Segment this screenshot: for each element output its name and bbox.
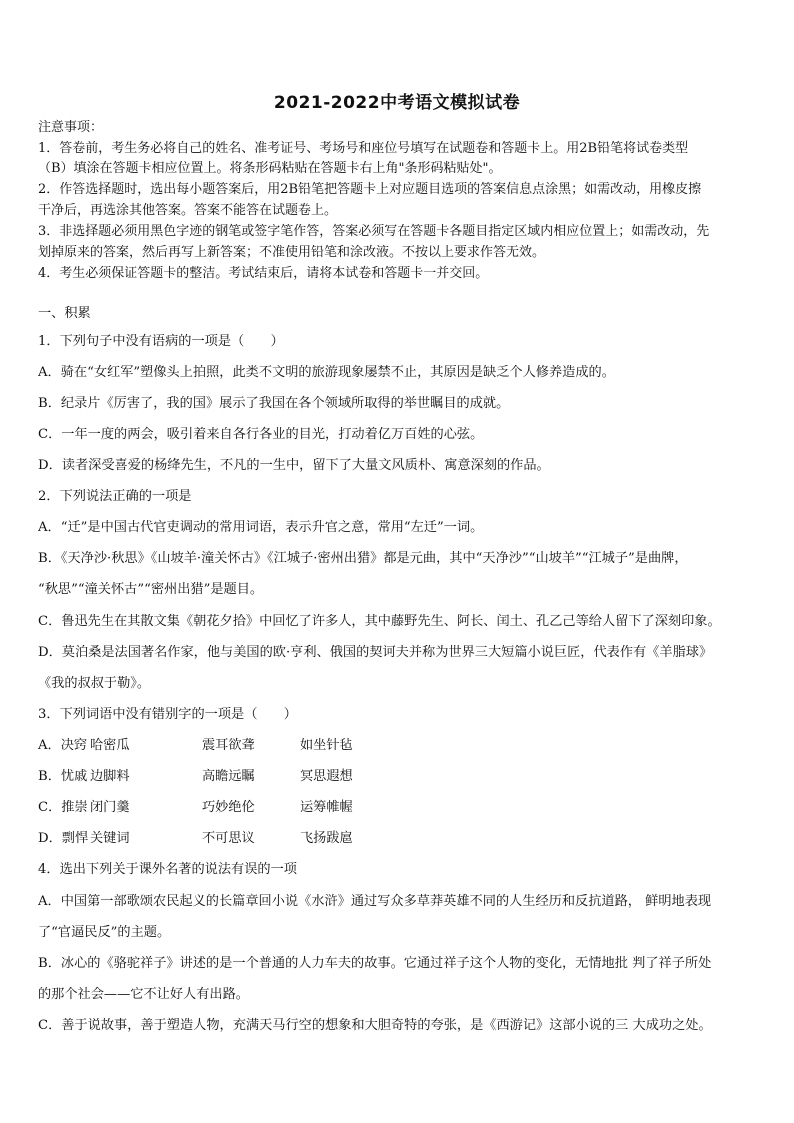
page-title: 2021-2022中考语文模拟试卷 (273, 93, 521, 113)
word-option-row (38, 830, 438, 848)
word-cell: 不可思议 (202, 831, 255, 846)
word-cell: 冥思遐想 (300, 769, 353, 784)
answer-option: A．“迁”是中国古代官吏调动的常用词语，表示升官之意，常用“左迁”一词。 (38, 520, 484, 535)
word-cell: 飞扬跋扈 (300, 831, 353, 846)
question-stem: 4．选出下列关于课外名著的说法有误的一项 (38, 862, 297, 877)
question-stem: 1．下列句子中没有语病的一项是（ ） (38, 334, 284, 349)
section-heading: 一、积累 (38, 306, 91, 321)
word-option-row (38, 768, 438, 786)
word-cell: B．忧戚 (38, 769, 88, 784)
notice-line: 划掉原来的答案，然后再写上新答案；不准使用铅笔和涂改液。不按以上要求作答无效。 (38, 245, 546, 260)
answer-option: D．莫泊桑是法国著名作家，他与美国的欧·亨利、俄国的契诃夫并称为世界三大短篇小说巨匠，代表作有《羊脂球》 (38, 645, 713, 660)
answer-option-continued: “秋思”“潼关怀古”“密州出猎”是题目。 (38, 582, 264, 597)
word-cell: 闭门羹 (90, 800, 130, 815)
word-cell: C．推崇 (38, 800, 88, 815)
word-cell: 如坐针毡 (300, 738, 353, 753)
answer-option-continued: 的那个社会——它不让好人有出路。 (38, 987, 249, 1002)
word-cell: A．决窍 (38, 738, 88, 753)
answer-option: B．冰心的《骆驼祥子》讲述的是一个普通的人力车夫的故事。它通过祥子这个人物的变化，无情地批 判了祥子所处 (38, 956, 712, 971)
answer-option: A．中国第一部歌颂农民起义的长篇章回小说《水浒》通过写众多草莽英雄不同的人生经历和反抗道路， 鲜明地表现 (38, 894, 712, 909)
word-cell: 高瞻远瞩 (202, 769, 255, 784)
question-stem: 2．下列说法正确的一项是 (38, 489, 192, 504)
answer-option: C．鲁迅先生在其散文集《朝花夕拾》中回忆了许多人，其中藤野先生、阿长、闰土、孔乙己等给人留下了深刻印象。 (38, 614, 721, 629)
word-option-row (38, 799, 438, 817)
notice-line: 干净后，再选涂其他答案。答案不能答在试题卷上。 (38, 203, 338, 218)
answer-option: C．一年一度的两会，吸引着来自各行各业的目光，打动着亿万百姓的心弦。 (38, 427, 484, 442)
answer-option-continued: 了“官逼民反”的主题。 (38, 925, 171, 940)
notice-line: 3．非选择题必须用黑色字迹的钢笔或签字笔作答，答案必须写在答题卡各题目指定区域内相应位置上；如需改动，先 (38, 224, 710, 239)
word-option-row (38, 737, 438, 755)
answer-option: D．读者深受喜爱的杨绛先生，不凡的一生中，留下了大量文风质朴、寓意深刻的作品。 (38, 458, 550, 473)
notice-line: 2．作答选择题时，选出每小题答案后，用2B铅笔把答题卡上对应题目选项的答案信息点涂黑；如需改动，用橡皮擦 (38, 182, 702, 197)
answer-option-continued: 《我的叔叔于勒》。 (38, 676, 151, 691)
notice-line: 4．考生必须保证答题卡的整洁。考试结束后，请将本试卷和答题卡一并交回。 (38, 266, 489, 281)
word-cell: 边脚料 (90, 769, 130, 784)
question-stem: 3．下列词语中没有错别字的一项是（ ） (38, 707, 297, 722)
word-cell: 关键词 (90, 831, 130, 846)
word-cell: 运筹帷幄 (300, 800, 353, 815)
notice-heading: 注意事项： (38, 120, 104, 135)
notice-line: 1．答卷前，考生务必将自己的姓名、准考证号、考场号和座位号填写在试题卷和答题卡上。用2B铅笔将试卷类型 (38, 141, 689, 156)
word-cell: 震耳欲聋 (202, 738, 255, 753)
answer-option: A．骑在“女红军”塑像头上拍照，此类不文明的旅游现象屡禁不止，其原因是缺乏个人修养造成的。 (38, 365, 615, 380)
word-cell: 哈密瓜 (90, 738, 130, 753)
word-cell: D．剽悍 (38, 831, 89, 846)
answer-option: B．纪录片《厉害了，我的国》展示了我国在各个领域所取得的举世瞩目的成就。 (38, 396, 510, 411)
answer-option: B．《天净沙·秋思》《山坡羊·潼关怀古》《江城子·密州出猎》都是元曲，其中“天净沙”“山坡羊”“江城子”是曲牌， (38, 551, 688, 566)
notice-line: （B）填涂在答题卡相应位置上。将条形码粘贴在答题卡右上角"条形码粘贴处"。 (38, 161, 502, 176)
answer-option: C．善于说故事，善于塑造人物，充满天马行空的想象和大胆奇特的夸张，是《西游记》这部小说的三 大成功之处。 (38, 1018, 712, 1033)
word-cell: 巧妙绝伦 (202, 800, 255, 815)
